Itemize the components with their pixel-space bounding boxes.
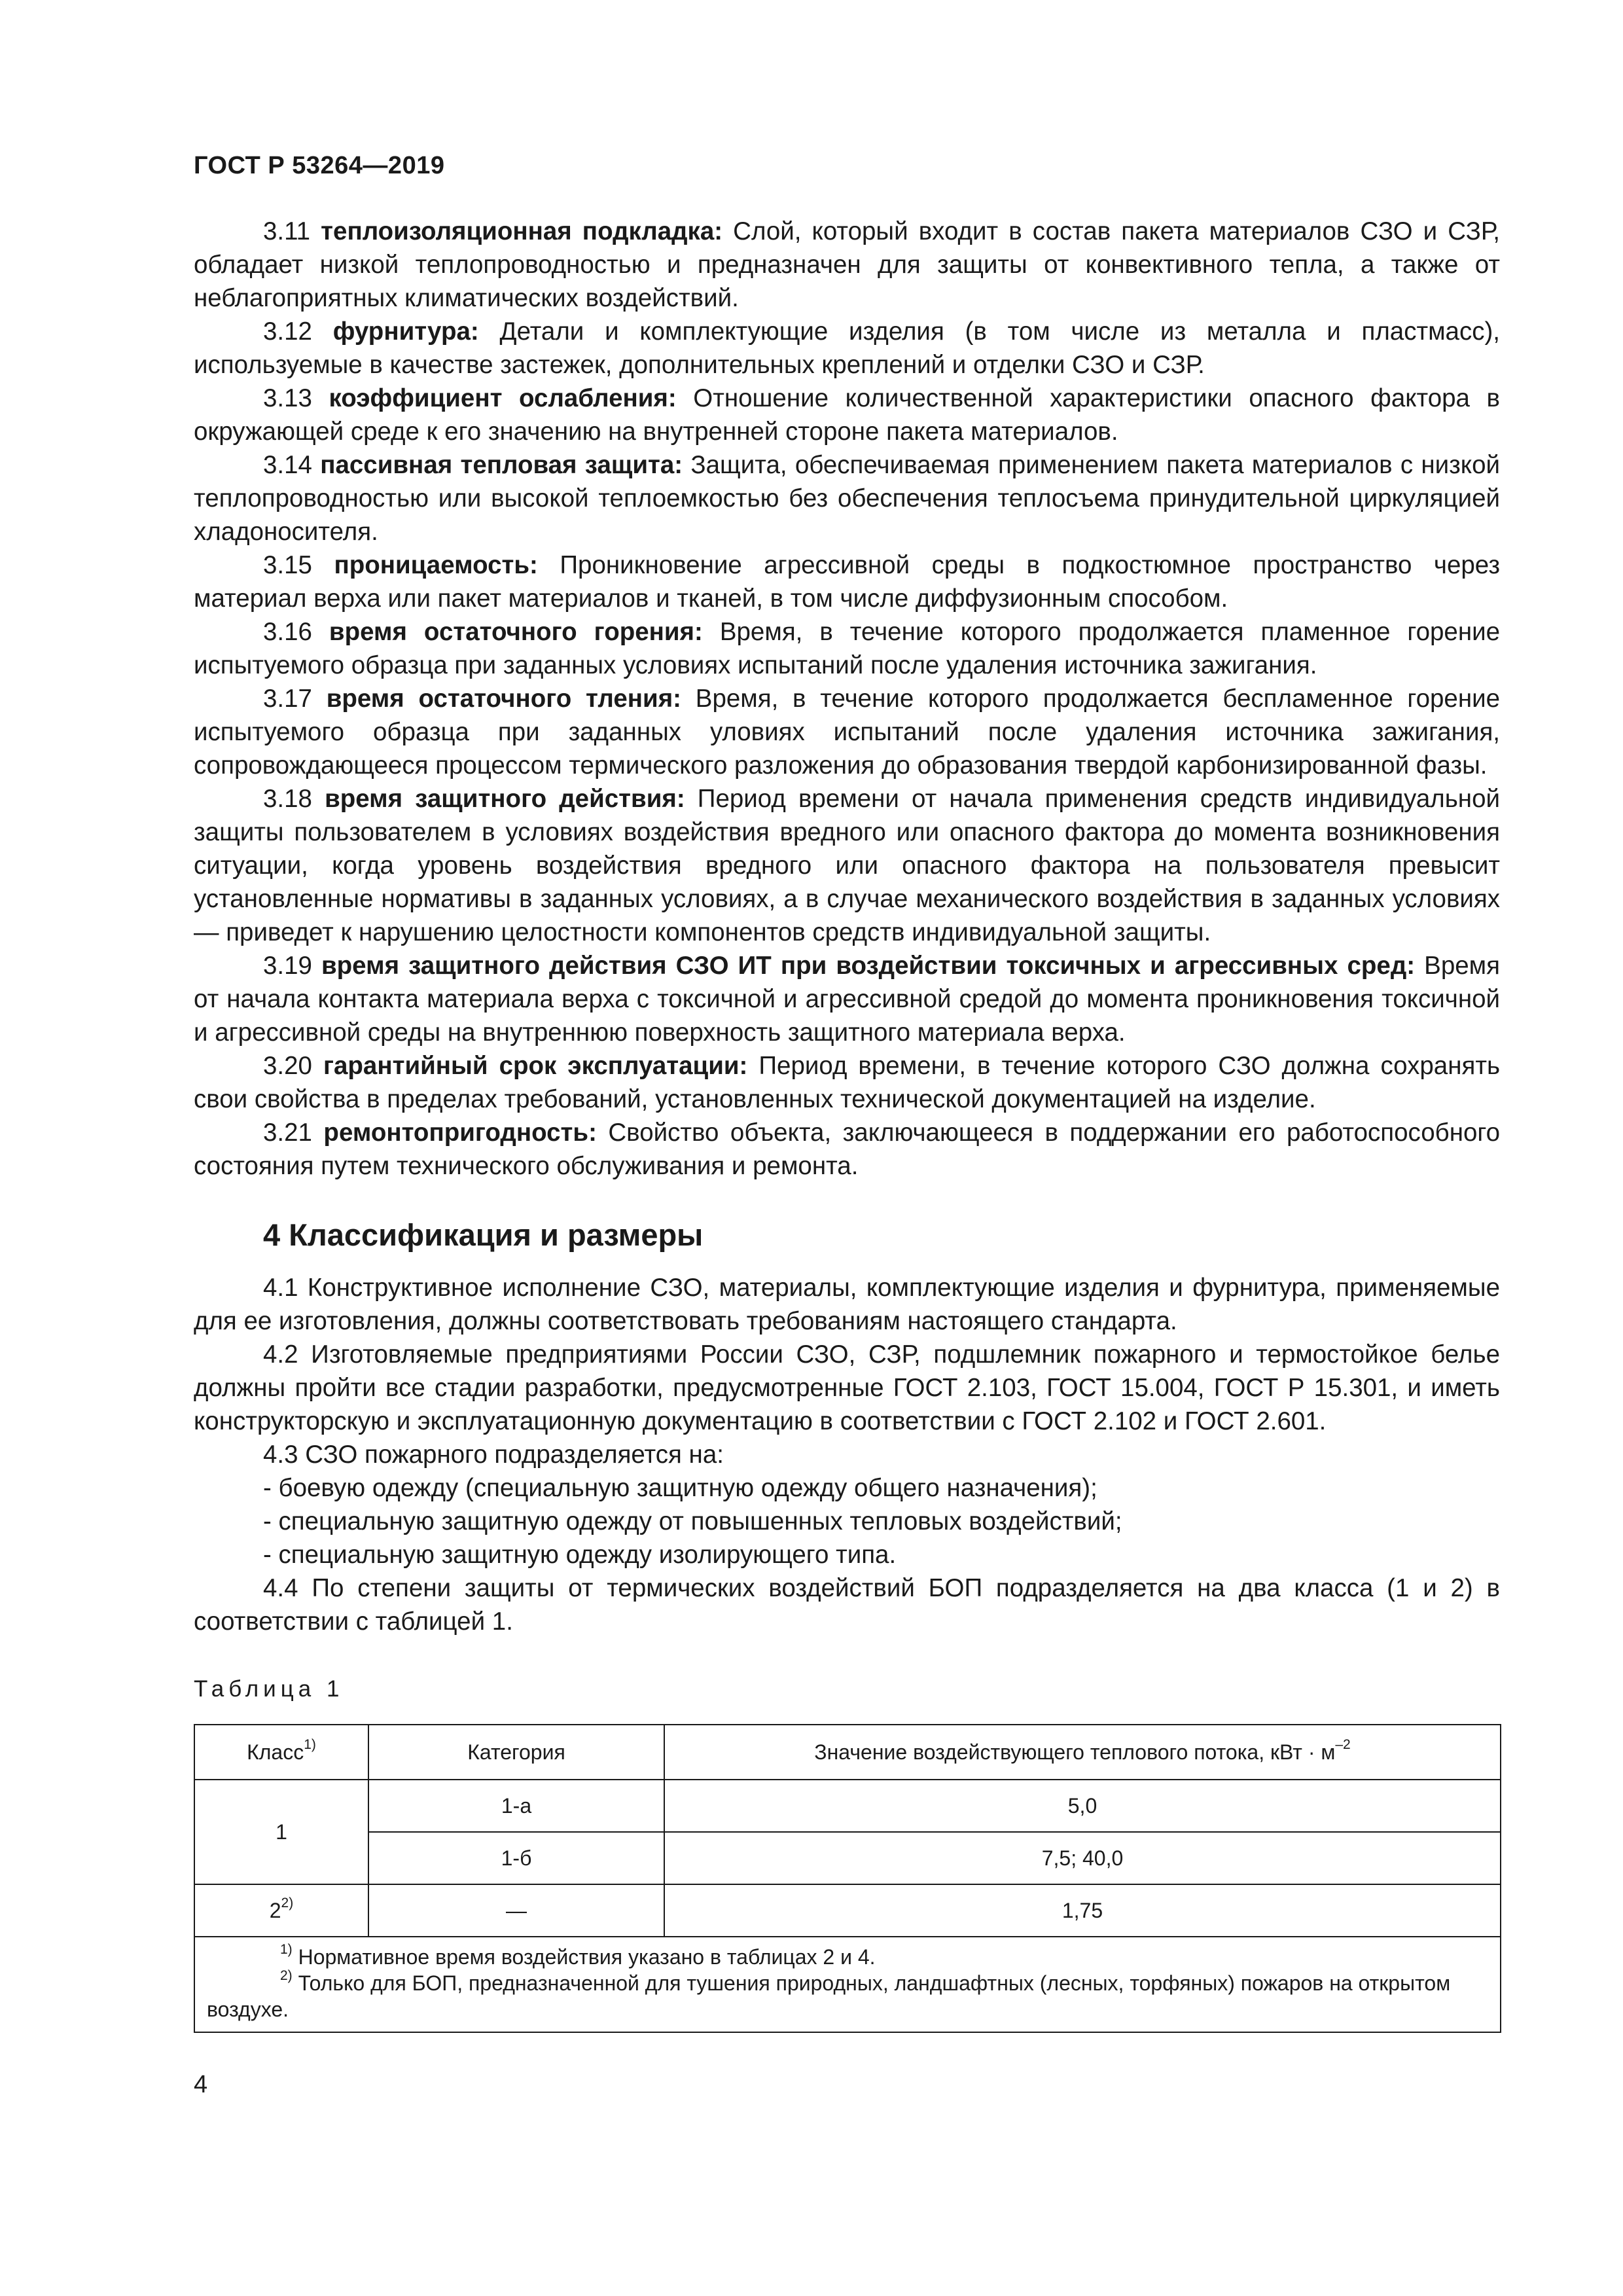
footnote-mark: 1) <box>304 1737 316 1753</box>
footnote-mark: 2) <box>281 1895 294 1911</box>
term-3-20 <box>194 1049 1500 1116</box>
term-number: 3.16 <box>263 618 312 646</box>
paragraph-4-2: 4.2 Изготовляемые предприятиями России СЗО, СЗР, подшлемник пожарного и термостойкое белье должны пройти все стадии разработки, предусмотренные ГОСТ 2.103, ГОСТ 15.004, ГОСТ Р 15.301, и иметь конструкторскую и эксплуатационную документацию в соответствии с ГОСТ 2.102 и ГОСТ 2.601. <box>194 1340 1500 1435</box>
term-definition: Свойство объекта, заключающееся в поддержании его работоспособного состояния путем технического обслуживания и ремонта. <box>194 1119 1500 1180</box>
table-row <box>194 1832 1501 1884</box>
term-3-18 <box>194 782 1500 949</box>
term-3-11 <box>194 215 1500 315</box>
unit-exponent: –2 <box>1335 1737 1351 1753</box>
cell-value: 1,75 <box>664 1884 1501 1937</box>
table-note <box>207 1970 1488 2022</box>
paragraph-4-3: 4.3 СЗО пожарного подразделяется на: <box>263 1441 724 1469</box>
footnote-mark: 2) <box>280 1968 293 1984</box>
cell-category: 1-б <box>368 1832 664 1884</box>
term-definition: Время, в течение которого продолжается беспламенное горение испытуемого образца при заданных уловиях испытаний после удаления источника зажигания, сопровождающееся процессом термического разложения до образования твердой карбонизированной фазы. <box>194 685 1500 780</box>
term-title: ремонтопригодность: <box>323 1119 597 1147</box>
term-title: время защитного действия: <box>325 785 685 813</box>
term-number: 3.12 <box>263 317 312 346</box>
term-title: проницаемость: <box>334 551 538 579</box>
header-class-label: Класс <box>247 1740 304 1764</box>
class-number: 2 <box>269 1899 281 1922</box>
term-3-16 <box>194 615 1500 682</box>
paragraph-4-4: 4.4 По степени защиты от термических воздействий БОП подразделяется на два класса (1 и 2) в соответствии с таблицей 1. <box>194 1574 1500 1636</box>
cell-class: 1 <box>194 1780 368 1884</box>
table-row <box>194 1884 1501 1937</box>
cell-value: 5,0 <box>664 1780 1501 1832</box>
list-item: - специальную защитную одежду от повышенных тепловых воздействий; <box>263 1507 1122 1535</box>
table-header-row <box>194 1725 1501 1780</box>
note-text: Только для БОП, предназначенной для тушения природных, ландшафтных (лесных, торфяных) пожаров на открытом воздухе. <box>207 1971 1451 2021</box>
term-3-21 <box>194 1116 1500 1183</box>
term-number: 3.13 <box>263 384 312 412</box>
document-body <box>194 215 1500 2033</box>
term-title: гарантийный срок эксплуатации: <box>323 1052 748 1080</box>
term-3-12 <box>194 315 1500 382</box>
term-number: 3.19 <box>263 952 312 980</box>
terms-section <box>194 215 1500 1183</box>
table-notes-row <box>194 1937 1501 2032</box>
cell-category: — <box>368 1884 664 1937</box>
term-definition: Время от начала контакта материала верха с токсичной и агрессивной средой до момента проникновения токсичной и агрессивной среды на внутреннюю поверхность защитного материала верха. <box>194 952 1500 1047</box>
term-definition: Слой, который входит в состав пакета материалов СЗО и СЗР, обладает низкой теплопроводностью и предназначен для защиты от конвективного тепла, а также от неблагоприятных климатических воздействий. <box>194 217 1500 312</box>
term-definition: Отношение количественной характеристики опасного фактора в окружающей среде к его значению на внутренней стороне пакета материалов. <box>194 384 1500 446</box>
term-number: 3.17 <box>263 685 312 713</box>
term-number: 3.18 <box>263 785 312 813</box>
header-category: Категория <box>368 1725 664 1780</box>
note-text: Нормативное время воздействия указано в таблицах 2 и 4. <box>298 1945 876 1969</box>
footnote-mark: 1) <box>280 1942 293 1958</box>
term-3-17 <box>194 682 1500 782</box>
cell-value: 7,5; 40,0 <box>664 1832 1501 1884</box>
term-title: время остаточного тления: <box>326 685 681 713</box>
table-caption: Таблица 1 <box>194 1676 344 1702</box>
table-row <box>194 1780 1501 1832</box>
term-number: 3.14 <box>263 451 312 479</box>
header-value <box>664 1725 1501 1780</box>
term-number: 3.11 <box>263 217 311 245</box>
cell-class <box>194 1884 368 1937</box>
header-class <box>194 1725 368 1780</box>
standard-number: ГОСТ Р 53264—2019 <box>194 152 445 179</box>
list-item: - специальную защитную одежду изолирующего типа. <box>263 1541 897 1569</box>
page-number: 4 <box>194 2071 208 2098</box>
term-definition: Время, в течение которого продолжается пламенное горение испытуемого образца при заданных условиях испытаний после удаления источника зажигания. <box>194 618 1501 679</box>
header-value-label: Значение воздействующего теплового потока, кВт · м <box>814 1740 1336 1764</box>
table-note <box>207 1944 1488 1970</box>
table-notes <box>194 1937 1501 2032</box>
term-3-15 <box>194 548 1500 615</box>
section-heading: 4 Классификация и размеры <box>263 1217 704 1252</box>
class-table <box>194 1724 1501 2033</box>
term-3-19 <box>194 949 1500 1049</box>
term-title: теплоизоляционная подкладка: <box>321 217 723 245</box>
term-number: 3.15 <box>263 551 312 579</box>
classification-section <box>194 1271 1500 1638</box>
term-definition: Период времени от начала применения средств индивидуальной защиты пользователем в условиях воздействия вредного или опасного фактора до момента возникновения ситуации, когда уровень воздействия вредного или опасного фактора на пользователя превысит установленные нормативы в заданных условиях, а в случае механического воздействия в заданных условиях — приведет к нарушению целостности компонентов средств индивидуальной защиты. <box>194 785 1500 946</box>
term-definition: Период времени, в течение которого СЗО должна сохранять свои свойства в пределах требований, установленных технической документацией на изделие. <box>194 1052 1501 1113</box>
term-title: коэффициент ослабления: <box>329 384 677 412</box>
term-title: время защитного действия СЗО ИТ при воздействии токсичных и агрессивных сред: <box>321 952 1416 980</box>
list-item: - боевую одежду (специальную защитную одежду общего назначения); <box>263 1474 1097 1502</box>
term-number: 3.20 <box>263 1052 312 1080</box>
term-3-14 <box>194 448 1500 548</box>
term-definition: Проникновение агрессивной среды в подкостюмное пространство через материал верха или пакет материалов и тканей, в том числе диффузионным способом. <box>194 551 1501 613</box>
term-3-13 <box>194 382 1500 448</box>
term-title: фурнитура: <box>332 317 479 346</box>
term-definition: Детали и комплектующие изделия (в том числе из металла и пластмасс), используемые в качестве застежек, дополнительных креплений и отделки СЗО и СЗР. <box>194 317 1500 379</box>
term-title: время остаточного горения: <box>329 618 703 646</box>
term-number: 3.21 <box>263 1119 312 1147</box>
term-title: пассивная тепловая защита: <box>320 451 683 479</box>
paragraph-4-1: 4.1 Конструктивное исполнение СЗО, материалы, комплектующие изделия и фурнитура, применяемые для ее изготовления, должны соответствовать требованиям настоящего стандарта. <box>194 1274 1500 1335</box>
cell-category: 1-а <box>368 1780 664 1832</box>
term-definition: Защита, обеспечиваемая применением пакета материалов с низкой теплопроводностью или высокой теплоемкостью без обеспечения теплосъема принудительной циркуляцией хладоносителя. <box>194 451 1500 546</box>
